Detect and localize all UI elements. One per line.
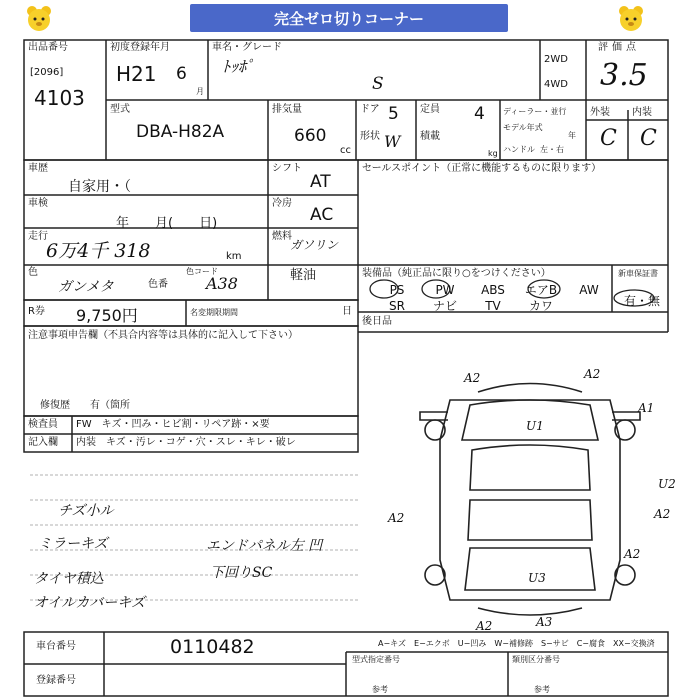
damage-mark: A2 (464, 371, 481, 385)
history: 自家用・（ (68, 179, 131, 195)
damage-mark: A2 (654, 507, 671, 521)
km-label: km (226, 251, 242, 262)
damage-mark: A1 (638, 401, 655, 415)
category-no-label: 類別区分番号 (512, 655, 560, 664)
exterior-label: 外装 (590, 107, 610, 118)
exterior-grade: C (600, 126, 617, 151)
chassis-number: 0110482 (170, 636, 255, 658)
fuel-gas: ガソリン (290, 238, 339, 252)
shift-label: シフト (272, 163, 302, 174)
damage-mark: A2 (476, 619, 493, 633)
rear-label: 後日品 (362, 316, 392, 327)
cc-label: cc (340, 145, 351, 156)
model-code: DBA-H82A (136, 122, 225, 142)
capacity-label: 定員 (420, 104, 440, 115)
lot-number: 4103 (34, 86, 85, 110)
model-label: 型式 (110, 104, 130, 115)
car-name: ﾄｯﾎﾟ (222, 57, 255, 76)
shift: AT (310, 172, 331, 192)
recycle-label: R券 (28, 306, 45, 317)
color: ガンメタ (58, 279, 114, 295)
note-3: タイヤ積込 (34, 571, 104, 587)
reg-no-label: 登録番号 (36, 675, 76, 686)
note-6: 下回りSC (210, 565, 273, 581)
inspection-label: 車検 (28, 198, 48, 209)
equip-ps: PS (389, 283, 405, 297)
entry-label: 記入欄 (28, 437, 58, 448)
history-label: 車歴 (28, 163, 48, 174)
color-label: 色 (28, 267, 38, 278)
recycle-fee: 9,750円 (76, 306, 138, 325)
month-label: 月 (196, 87, 204, 96)
damage-mark: A2 (388, 511, 405, 525)
handle-side: 左・右 (540, 145, 564, 154)
repair-label: 修復歴 有（箇所 (40, 400, 130, 411)
interior-grade: C (640, 126, 657, 151)
aircon-label: 冷房 (272, 198, 292, 209)
inspection-date: 年 月( 日) (116, 216, 218, 231)
handle-label: ハンドル (503, 145, 535, 154)
shape-label: 形状 (360, 131, 380, 142)
equip-aw: AW (579, 283, 599, 297)
equip-leather: カワ (528, 299, 553, 313)
note-2: ミラーキズ (38, 536, 108, 552)
car-grade: S (372, 74, 384, 94)
car-name-label: 車名・グレード (212, 42, 282, 53)
damage-mark: A2 (584, 367, 601, 381)
color-code: A38 (206, 274, 238, 293)
note-5: エンドパネル左 凹 (206, 538, 323, 554)
doors: 5 (388, 104, 399, 124)
shape: W (384, 132, 401, 151)
kg-label: kg (488, 149, 498, 158)
capacity: 4 (474, 104, 485, 124)
damage-mark: U2 (658, 477, 676, 491)
inspection-row: FW キズ・凹み・ヒビ割・リペア跡・×要 (76, 419, 270, 430)
model-year-label: モデル年式 (503, 123, 543, 132)
load-label: 積載 (420, 131, 440, 142)
interior-label: 内装 (632, 107, 652, 118)
sales-point-label: セールスポイント（正常に機能するものに限ります） (362, 163, 602, 174)
equip-tv: TV (485, 299, 501, 313)
equipment-label: 装備品（純正品に限り○をつけください） (362, 268, 551, 279)
note-4: オイルカバーキズ (34, 595, 146, 611)
rating-label: 評価点 (598, 42, 640, 53)
equip-abs: ABS (481, 283, 505, 297)
type-designation-label: 型式指定番号 (352, 655, 400, 664)
day-label: 日 (342, 306, 352, 317)
displacement-label: 排気量 (272, 104, 302, 115)
fuel-diesel: 軽油 (290, 268, 317, 283)
aircon: AC (310, 205, 334, 225)
fuel-label: 燃料 (272, 231, 292, 242)
equip-navi: ナビ (432, 299, 457, 313)
inspector-label: 検査員 (28, 419, 58, 430)
dealer-label: ディーラー・並行 (503, 107, 567, 116)
wd4-label: 4WD (544, 79, 568, 90)
damage-legend: A−キズ E−エクボ U−凹み W−補修跡 S−サビ C−腐食 XX−交換済 (378, 639, 655, 648)
year-label: 年 (568, 131, 576, 140)
color-no-label: 色番 (148, 279, 168, 290)
interior-row: 内装 キズ・汚レ・コゲ・穴・スレ・キレ・破レ (76, 437, 296, 448)
damage-mark: A3 (536, 615, 553, 629)
mileage-label: 走行 (28, 231, 48, 242)
lot-code: [2096] (30, 67, 64, 78)
equip-sr: SR (389, 299, 405, 313)
equip-airbag: エアB (524, 283, 558, 297)
note-1: チズ小ル (58, 503, 114, 519)
page-title: 完全ゼロ切りコーナー (190, 4, 508, 32)
doors-label: ドア (360, 104, 380, 115)
damage-mark: U1 (526, 419, 544, 433)
warranty: 有・無 (624, 294, 661, 308)
reg-month: 6 (176, 64, 187, 84)
displacement: 660 (294, 126, 327, 146)
new-warranty-label: 新車保証書 (618, 269, 658, 278)
ref-label-2: 参考 (534, 685, 550, 694)
rating-score: 3.5 (600, 58, 648, 93)
expiry-label: 名変期限期間 (190, 308, 238, 317)
equipment-grid (373, 284, 613, 312)
damage-mark: U3 (528, 571, 546, 585)
ref-label-1: 参考 (372, 685, 388, 694)
wd2-label: 2WD (544, 54, 568, 65)
color-code-label: 色コード (186, 267, 218, 276)
reg-era: H21 (116, 62, 157, 86)
lot-no-label: 出品番号 (28, 42, 68, 53)
first-reg-label: 初度登録年月 (110, 42, 170, 53)
equip-pw: PW (435, 283, 455, 297)
damage-mark: A2 (624, 547, 641, 561)
notes-title: 注意事項申告欄（不具合内容等は具体的に記入して下さい） (28, 330, 298, 341)
mileage: 6万4千 318 (46, 240, 151, 262)
chassis-label: 車台番号 (36, 641, 76, 652)
